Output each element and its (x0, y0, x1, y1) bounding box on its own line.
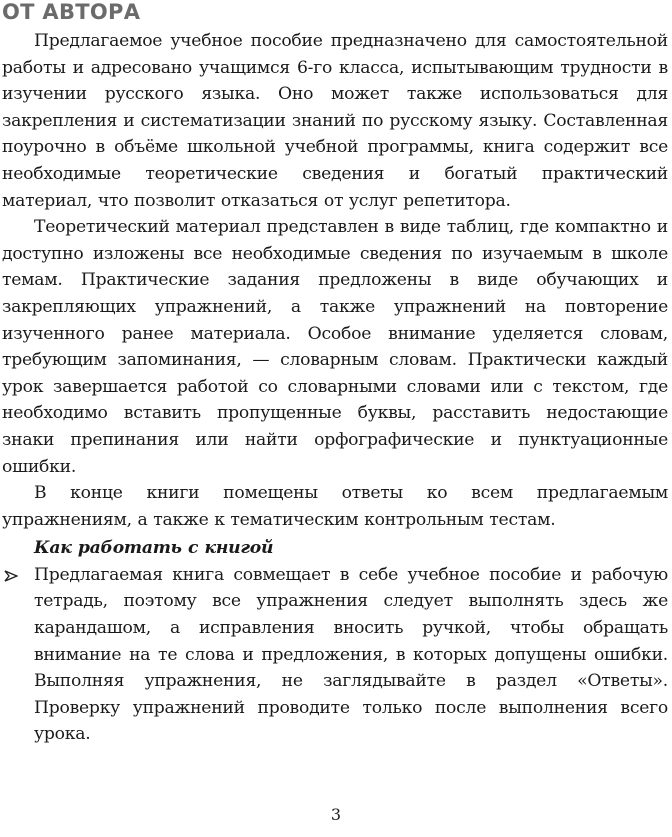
bullet-text: Предлагаемая книга совмещает в себе учебное пособие и рабочую тетрадь, поэтому все упражнения следует выполнять здесь же карандашом, а исправления вносить ручкой, чтобы обращать внимание на те слова и предложения, в которых допущены ошибки. Выполняя упражнения, не заглядывайте в раздел «Ответы». Проверку упражнений проводите только после выполнения всего урока. (34, 564, 668, 745)
page-number: 3 (330, 805, 342, 824)
arrowhead-bullet-icon (4, 570, 18, 582)
paragraph-answers: В конце книги помещены ответы ко всем предлагаемым упражнениям, а также к тематическим контрольным тестам. (2, 483, 668, 530)
paragraph-intro: Предлагаемое учебное пособие предназначено для самостоятельной работы и адресовано учащимся 6-го класса, испытывающим трудности в изучении русского языка. Оно может также использоваться для закрепления и систематизации знаний по русскому языку. Составленная поурочно в объёме школьной учебной программы, книга содержит все необходимые теоретические сведения и богатый практический материал, что позволит отказаться от услуг репетитора. (2, 31, 668, 211)
page-heading: ОТ АВТОРА (2, 0, 141, 24)
bullet-item (2, 562, 668, 748)
page-body (2, 28, 668, 748)
paragraph-theory: Теоретический материал представлен в виде таблиц, где компактно и доступно изложены все необходимые сведения по изучаемым в школе темам. Практические задания предложены в виде обучающих и закрепляющих упражнений, а также упражнений на повторение изученного ранее материала. Особое внимание уделяется словам, требующим запоминания, — словарным словам. Практически каждый урок завершается работой со словарными словами или с текстом, где необходимо вставить пропущенные буквы, расставить недостающие знаки препинания или найти орфографические и пунктуационные ошибки. (2, 217, 668, 477)
section-title: Как работать с книгой (34, 538, 274, 559)
